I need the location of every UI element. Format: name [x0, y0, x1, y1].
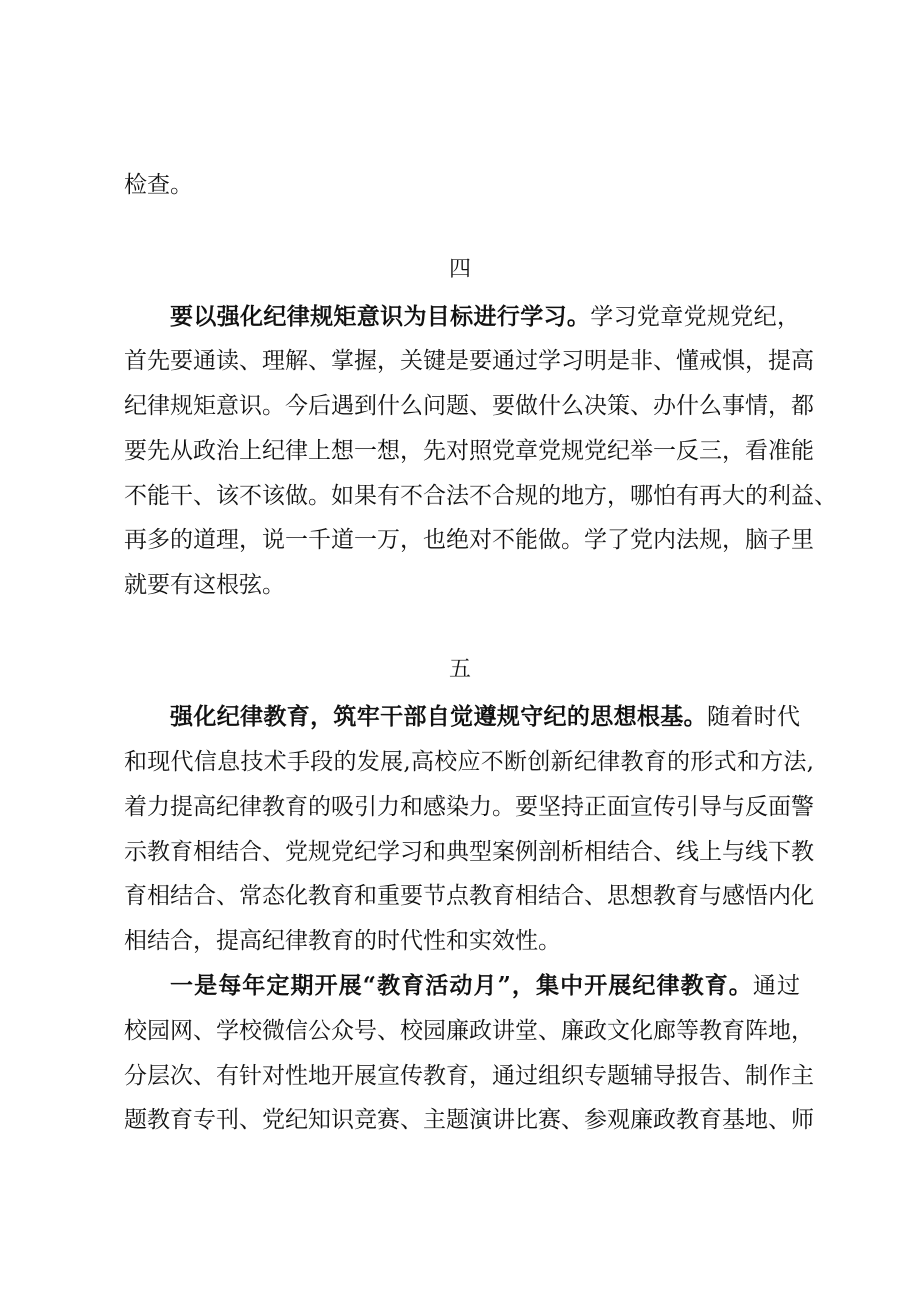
point-1-lead: 一是每年定期开展“教育活动月”，集中开展纪律教育。 [170, 972, 753, 999]
paragraph-5-line-6: 相结合，提高纪律教育的时代性和实效性。 [124, 928, 561, 954]
paragraph-5-line-2: 和现代信息技术手段的发展,高校应不断创新纪律教育的形式和方法, [124, 749, 814, 775]
paragraph-5-lead: 强化纪律教育，筑牢干部自觉遵规守纪的思想根基。 [170, 703, 707, 730]
paragraph-5-line-4: 示教育相结合、党规党纪学习和典型案例剖析相结合、线上与线下教 [124, 839, 814, 865]
section-heading-4: 四 [448, 257, 471, 282]
section-heading-5: 五 [448, 657, 471, 682]
paragraph-4-line-2: 首先要通读、理解、掌握，关键是要通过学习明是非、懂戒惧，提高 [124, 348, 814, 374]
paragraph-5-line-5: 育相结合、常态化教育和重要节点教育相结合、思想教育与感悟内化 [124, 883, 814, 909]
point-1-line-2: 校园网、学校微信公众号、校园廉政讲堂、廉政文化廊等教育阵地， [124, 1018, 814, 1044]
previous-paragraph-tail: 检查。 [124, 172, 193, 198]
paragraph-4-line-3: 纪律规矩意识。今后遇到什么问题、要做什么决策、办什么事情，都 [124, 393, 814, 419]
point-1-line-1 [170, 971, 800, 1001]
paragraph-5-line-1 [170, 702, 800, 732]
paragraph-4-line-7: 就要有这根弦。 [124, 572, 285, 598]
paragraph-4-text: 学习党章党规党纪， [590, 304, 801, 330]
paragraph-4-line-1 [170, 302, 800, 332]
paragraph-4-line-4: 要先从政治上纪律上想一想，先对照党章党规党纪举一反三，看准能 [124, 438, 814, 464]
paragraph-4-line-6: 再多的道理，说一千道一万，也绝对不能做。学了党内法规，脑子里 [124, 527, 814, 553]
point-1-text: 通过 [752, 973, 801, 999]
point-1-line-4: 题教育专刊、党纪知识竞赛、主题演讲比赛、参观廉政教育基地、师 [124, 1107, 814, 1133]
paragraph-4-lead: 要以强化纪律规矩意识为目标进行学习。 [170, 303, 591, 330]
paragraph-5-line-3: 着力提高纪律教育的吸引力和感染力。要坚持正面宣传引导与反面警 [124, 794, 814, 820]
point-1-line-3: 分层次、有针对性地开展宣传教育，通过组织专题辅导报告、制作主 [124, 1063, 814, 1089]
paragraph-5-text: 随着时代 [706, 704, 801, 730]
paragraph-4-line-5: 不能干、该不该做。如果有不合法不合规的地方，哪怕有再大的利益、 [124, 483, 837, 509]
